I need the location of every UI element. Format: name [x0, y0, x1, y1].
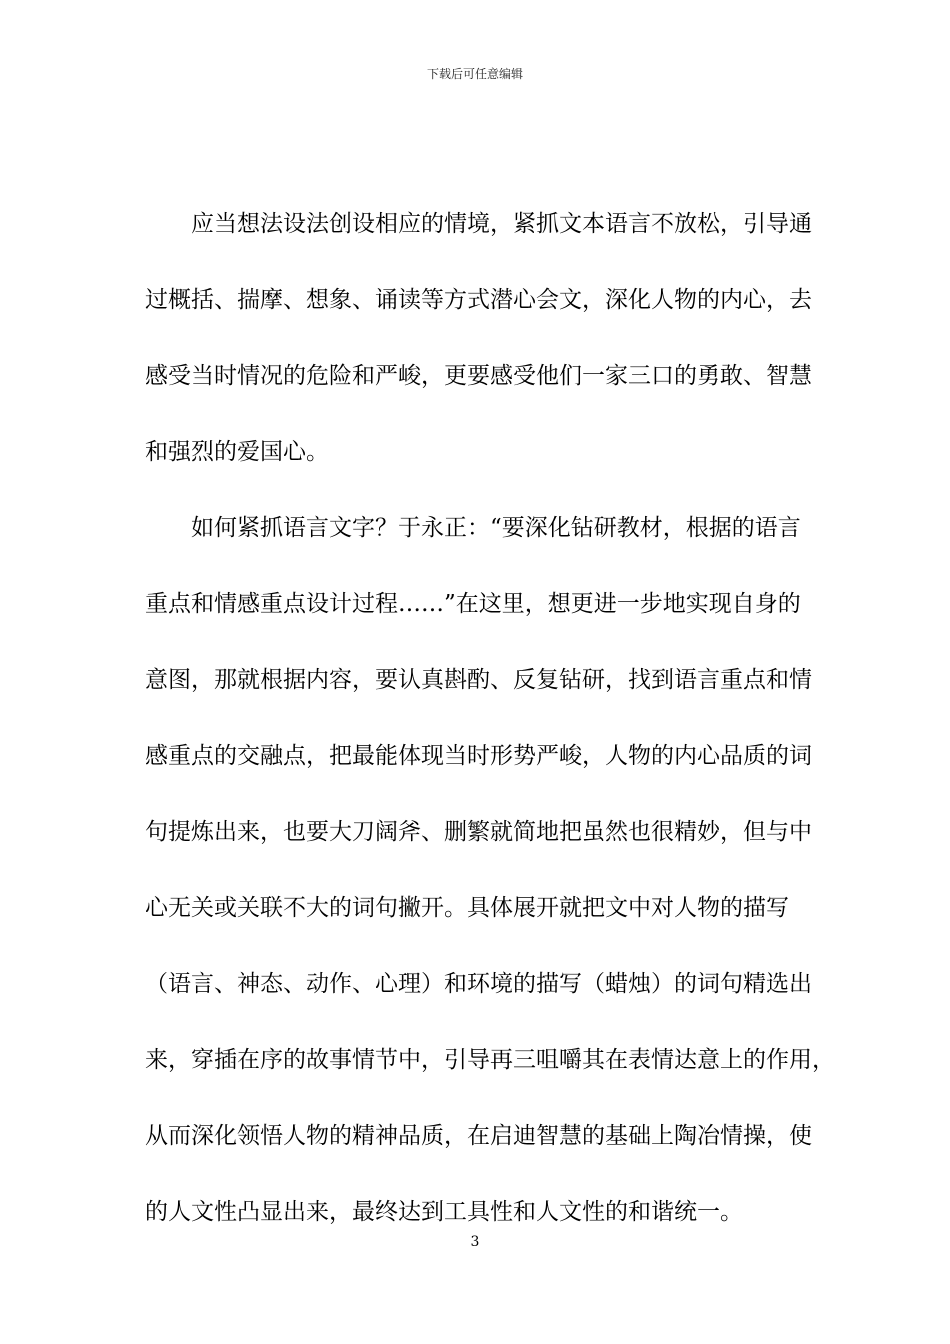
paragraph-2-line-4: 感重点的交融点，把最能体现当时形势严峻，人物的内心品质的词 [145, 743, 812, 769]
paragraph-2-line-9: 从而深化领悟人物的精神品质，在启迪智慧的基础上陶冶情操，使 [145, 1123, 812, 1149]
paragraph-2-line-5: 句提炼出来，也要大刀阔斧、删繁就简地把虽然也很精妙，但与中 [145, 819, 812, 845]
paragraph-2-line-7: （语言、神态、动作、心理）和环境的描写（蜡烛）的词句精选出 [145, 971, 812, 997]
paragraph-2-line-1: 如何紧抓语言文字？于永正：“要深化钻研教材，根据的语言 [191, 515, 801, 541]
paragraph-2-line-6: 心无关或关联不大的词句撇开。具体展开就把文中对人物的描写 [145, 895, 789, 921]
body-text [145, 204, 835, 1268]
paragraph-1-line-3: 感受当时情况的危险和严峻，更要感受他们一家三口的勇敢、智慧 [145, 363, 812, 389]
paragraph-2-line-3: 意图，那就根据内容，要认真斟酌、反复钻研，找到语言重点和情 [145, 667, 812, 693]
paragraph-1-line-1: 应当想法设法创设相应的情境，紧抓文本语言不放松，引导通 [191, 211, 812, 237]
paragraph-1-line-2: 过概括、揣摩、想象、诵读等方式潜心会文，深化人物的内心，去 [145, 287, 812, 313]
page-number: 3 [470, 1234, 480, 1250]
paragraph-2-line-10: 的人文性凸显出来，最终达到工具性和人文性的和谐统一。 [145, 1199, 743, 1225]
paragraph-2-line-8: 来，穿插在序的故事情节中，引导再三咀嚼其在表情达意上的作用， [145, 1047, 835, 1073]
page-header: 下载后可任意编辑 [426, 67, 523, 81]
paragraph-1-line-4: 和强烈的爱国心。 [145, 439, 329, 465]
paragraph-2-line-2: 重点和情感重点设计过程……”在这里，想更进一步地实现自身的 [145, 591, 801, 617]
